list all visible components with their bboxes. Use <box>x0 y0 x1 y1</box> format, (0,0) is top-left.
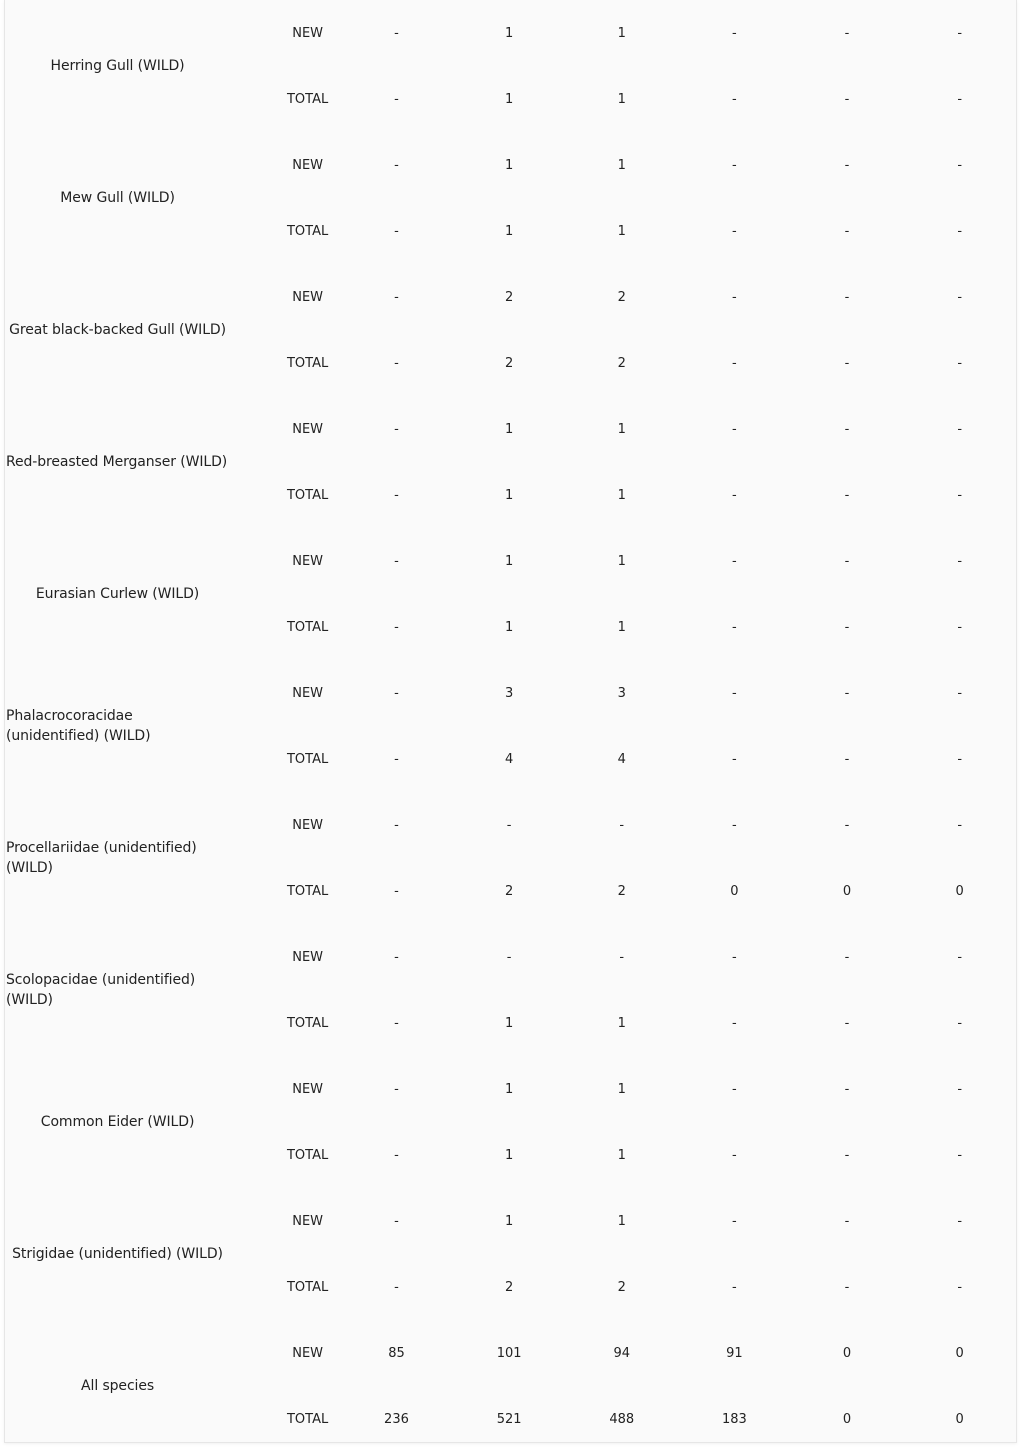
count-cell: - <box>394 1213 399 1229</box>
total-label-cell: TOTAL <box>286 223 329 239</box>
count-cell: - <box>506 817 512 833</box>
count-cell: - <box>957 421 963 437</box>
count-cell: - <box>957 1015 963 1031</box>
count-cell: - <box>957 817 963 833</box>
count-cell: - <box>957 619 963 635</box>
count-cell: - <box>619 949 625 965</box>
new-label-cell: NEW <box>292 817 324 833</box>
table-row <box>5 1188 1016 1254</box>
species-count-table <box>5 0 1016 1452</box>
species-name-cell: Red-breasted Merganser (WILD) <box>6 454 228 470</box>
count-cell: - <box>619 817 625 833</box>
table-body <box>5 0 1016 1452</box>
count-cell: - <box>394 289 399 305</box>
count-cell: 4 <box>617 751 626 767</box>
count-cell: - <box>394 685 399 701</box>
count-cell: - <box>957 751 963 767</box>
count-cell: - <box>732 1147 737 1163</box>
count-cell: - <box>957 1081 963 1097</box>
count-cell: - <box>732 487 737 503</box>
count-cell: 2 <box>504 355 514 371</box>
count-cell: 2 <box>504 883 514 899</box>
count-cell: - <box>732 1279 737 1295</box>
species-name-cell: Eurasian Curlew (WILD) <box>35 586 200 602</box>
count-cell: - <box>732 157 737 173</box>
table-row <box>5 528 1016 594</box>
count-cell: - <box>844 355 850 371</box>
count-cell: - <box>394 1279 399 1295</box>
count-cell: - <box>844 949 850 965</box>
new-label-cell: NEW <box>292 685 324 701</box>
count-cell: - <box>732 289 737 305</box>
species-name-cell: Herring Gull (WILD) <box>50 58 185 74</box>
count-cell: - <box>844 1081 850 1097</box>
new-label-cell: NEW <box>292 157 324 173</box>
count-cell: 2 <box>617 1279 626 1295</box>
count-cell: 1 <box>617 1213 626 1229</box>
count-cell: - <box>394 25 399 41</box>
count-cell: - <box>732 685 737 701</box>
count-cell: - <box>844 751 850 767</box>
count-cell: - <box>394 157 399 173</box>
new-label-cell: NEW <box>292 1081 324 1097</box>
count-cell: - <box>732 355 737 371</box>
count-cell: 4 <box>504 751 514 767</box>
count-cell: - <box>394 751 399 767</box>
count-cell: 1 <box>617 553 626 569</box>
count-cell: - <box>506 949 512 965</box>
count-cell: 2 <box>617 883 626 899</box>
table-row <box>5 924 1016 990</box>
table-row <box>5 660 1016 726</box>
count-cell: 0 <box>955 883 964 899</box>
count-cell: - <box>844 421 850 437</box>
count-cell: - <box>394 91 399 107</box>
count-cell: 0 <box>955 1411 964 1427</box>
table-row <box>5 792 1016 858</box>
count-cell: 0 <box>842 1345 852 1361</box>
total-label-cell: TOTAL <box>286 1279 329 1295</box>
count-cell: 3 <box>504 685 514 701</box>
species-name-cell: Great black-backed Gull (WILD) <box>9 322 226 338</box>
count-cell: 1 <box>617 1081 626 1097</box>
count-cell: 3 <box>617 685 626 701</box>
count-cell: - <box>957 1279 963 1295</box>
count-cell: - <box>957 289 963 305</box>
table-row <box>5 264 1016 330</box>
count-cell: 1 <box>504 1081 514 1097</box>
count-cell: - <box>732 949 737 965</box>
count-cell: 94 <box>613 1345 631 1361</box>
count-cell: 1 <box>617 157 626 173</box>
count-cell: 1 <box>617 91 626 107</box>
count-cell: - <box>394 355 399 371</box>
species-name-cell: Mew Gull (WILD) <box>60 190 175 206</box>
count-cell: - <box>394 949 399 965</box>
count-cell: - <box>732 1015 737 1031</box>
species-name-cell: Common Eider (WILD) <box>40 1114 195 1130</box>
new-label-cell: NEW <box>292 25 324 41</box>
count-cell: 1 <box>504 1213 514 1229</box>
count-cell: 0 <box>842 1411 852 1427</box>
count-cell: - <box>957 487 963 503</box>
count-cell: - <box>732 421 737 437</box>
count-cell: 85 <box>388 1345 405 1361</box>
count-cell: 1 <box>617 1015 626 1031</box>
count-cell: - <box>957 1213 963 1229</box>
count-cell: 1 <box>617 1147 626 1163</box>
count-cell: - <box>957 949 963 965</box>
count-cell: 488 <box>609 1411 635 1427</box>
species-name-cell: Procellariidae (unidentified) (WILD) <box>6 840 197 876</box>
count-cell: 1 <box>504 91 514 107</box>
count-cell: - <box>732 91 737 107</box>
count-cell: - <box>394 487 399 503</box>
count-cell: - <box>844 685 850 701</box>
count-cell: 1 <box>504 1147 514 1163</box>
count-cell: 1 <box>504 487 514 503</box>
species-name-cell: Strigidae (unidentified) (WILD) <box>12 1246 223 1262</box>
total-label-cell: TOTAL <box>286 355 329 371</box>
table-row <box>5 132 1016 198</box>
total-label-cell: TOTAL <box>286 751 329 767</box>
count-cell: - <box>732 553 737 569</box>
count-cell: - <box>957 25 963 41</box>
new-label-cell: NEW <box>292 289 324 305</box>
new-label-cell: NEW <box>292 553 324 569</box>
count-cell: - <box>394 883 399 899</box>
count-cell: - <box>957 91 963 107</box>
species-name-cell: All species <box>81 1378 155 1394</box>
table-row <box>5 1056 1016 1122</box>
count-cell: - <box>394 1081 399 1097</box>
count-cell: - <box>957 355 963 371</box>
table-row <box>5 0 1016 66</box>
total-label-cell: TOTAL <box>286 1015 329 1031</box>
new-label-cell: NEW <box>292 1345 324 1361</box>
count-cell: 1 <box>617 223 626 239</box>
count-cell: 1 <box>617 487 626 503</box>
count-cell: - <box>732 1213 737 1229</box>
count-cell: - <box>844 223 850 239</box>
count-cell: - <box>844 1213 850 1229</box>
total-label-cell: TOTAL <box>286 619 329 635</box>
count-cell: 1 <box>504 223 514 239</box>
count-cell: - <box>844 25 850 41</box>
report-panel <box>4 0 1017 1443</box>
count-cell: 1 <box>504 157 514 173</box>
total-label-cell: TOTAL <box>286 91 329 107</box>
count-cell: 0 <box>842 883 852 899</box>
count-cell: 1 <box>617 25 626 41</box>
count-cell: - <box>957 553 963 569</box>
count-cell: 1 <box>504 1015 514 1031</box>
count-cell: - <box>732 25 737 41</box>
species-name-cell: Phalacrocoracidae (unidentified) (WILD) <box>6 708 151 744</box>
count-cell: - <box>844 91 850 107</box>
count-cell: 2 <box>504 1279 514 1295</box>
count-cell: - <box>957 223 963 239</box>
table-row <box>5 396 1016 462</box>
count-cell: 236 <box>384 1411 409 1427</box>
count-cell: - <box>844 619 850 635</box>
count-cell: 0 <box>730 883 739 899</box>
count-cell: - <box>957 1147 963 1163</box>
count-cell: - <box>732 1081 737 1097</box>
count-cell: - <box>732 817 737 833</box>
count-cell: - <box>394 619 399 635</box>
count-cell: 1 <box>504 25 514 41</box>
count-cell: - <box>844 553 850 569</box>
count-cell: - <box>394 421 399 437</box>
count-cell: - <box>844 157 850 173</box>
count-cell: - <box>732 223 737 239</box>
total-label-cell: TOTAL <box>286 1147 329 1163</box>
count-cell: - <box>957 685 963 701</box>
count-cell: - <box>844 1015 850 1031</box>
total-label-cell: TOTAL <box>286 1411 329 1427</box>
count-cell: - <box>844 1279 850 1295</box>
count-cell: - <box>394 223 399 239</box>
count-cell: - <box>394 817 399 833</box>
count-cell: - <box>844 1147 850 1163</box>
total-label-cell: TOTAL <box>286 487 329 503</box>
new-label-cell: NEW <box>292 949 324 965</box>
new-label-cell: NEW <box>292 421 324 437</box>
count-cell: 2 <box>504 289 514 305</box>
count-cell: - <box>844 289 850 305</box>
count-cell: 1 <box>504 553 514 569</box>
new-label-cell: NEW <box>292 1213 324 1229</box>
count-cell: 521 <box>496 1411 522 1427</box>
species-name-cell: Scolopacidae (unidentified) (WILD) <box>6 972 196 1008</box>
count-cell: 183 <box>721 1411 747 1427</box>
count-cell: - <box>844 487 850 503</box>
count-cell: - <box>394 553 399 569</box>
count-cell: - <box>394 1147 399 1163</box>
count-cell: 2 <box>617 355 626 371</box>
count-cell: - <box>844 817 850 833</box>
count-cell: 1 <box>504 421 514 437</box>
count-cell: - <box>957 157 963 173</box>
count-cell: 1 <box>504 619 514 635</box>
table-row <box>5 1320 1016 1386</box>
count-cell: 0 <box>955 1345 964 1361</box>
count-cell: 1 <box>617 421 626 437</box>
count-cell: 1 <box>617 619 626 635</box>
count-cell: - <box>732 619 737 635</box>
count-cell: 2 <box>617 289 626 305</box>
total-label-cell: TOTAL <box>286 883 329 899</box>
count-cell: 101 <box>496 1345 522 1361</box>
count-cell: - <box>732 751 737 767</box>
count-cell: 91 <box>726 1345 743 1361</box>
count-cell: - <box>394 1015 399 1031</box>
